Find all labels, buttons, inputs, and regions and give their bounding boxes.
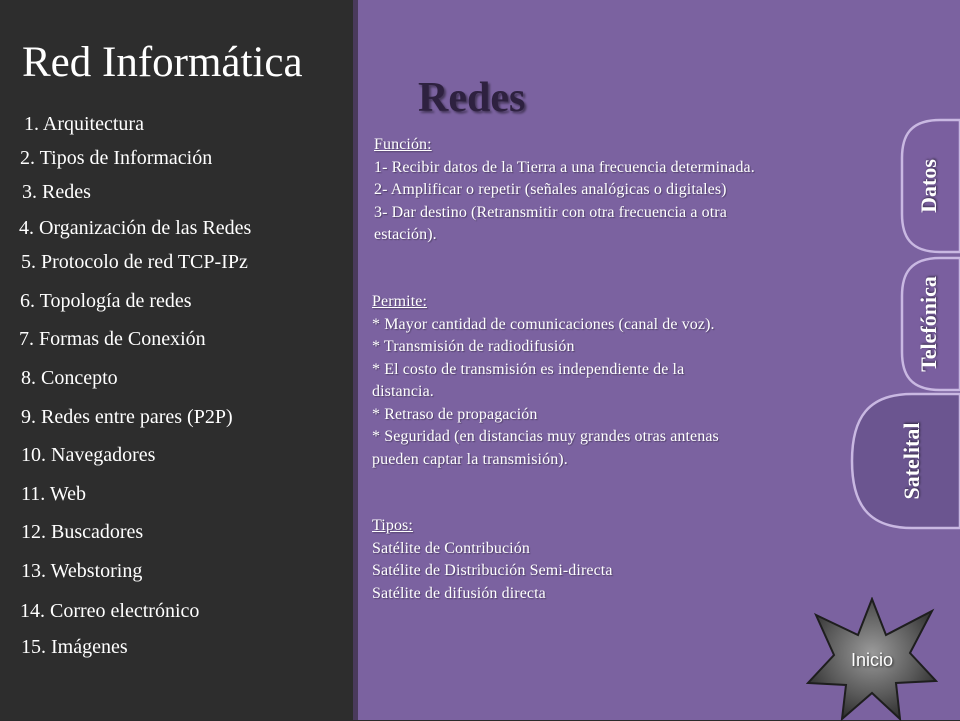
app-title: Red Informática: [22, 39, 303, 86]
tab-datos[interactable]: [898, 118, 960, 254]
tab-telefonica[interactable]: [898, 256, 960, 392]
menu-item-webstoring[interactable]: 13. Webstoring: [21, 560, 143, 582]
permite-title: Permite:: [372, 293, 428, 310]
menu-item-protocolo-tcp-ip[interactable]: 5. Protocolo de red TCP-IPz: [21, 251, 248, 273]
funcion-line: 3- Dar destino (Retransmitir con otra frecuencia a otra: [374, 203, 727, 221]
menu-item-topologia[interactable]: 6. Topología de redes: [20, 290, 192, 312]
menu-item-correo-electronico[interactable]: 14. Correo electrónico: [20, 600, 200, 622]
menu-item-tipos-de-informacion[interactable]: 2. Tipos de Información: [20, 147, 213, 169]
permite-line: pueden captar la transmisión).: [372, 450, 568, 468]
tipos-title: Tipos:: [372, 517, 413, 534]
page-heading: Redes: [418, 75, 526, 121]
tab-datos-label: Datos: [916, 159, 941, 213]
tab-satelital[interactable]: [850, 392, 960, 530]
permite-section: [372, 291, 857, 471]
permite-line: * Retraso de propagación: [372, 405, 538, 423]
funcion-title: Función:: [374, 136, 432, 153]
menu-item-web[interactable]: 11. Web: [21, 483, 87, 505]
permite-line: * Transmisión de radiodifusión: [372, 338, 575, 355]
menu-item-buscadores[interactable]: 12. Buscadores: [21, 521, 144, 543]
tipos-line: Satélite de Distribución Semi-directa: [372, 562, 613, 579]
funcion-line: 1- Recibir datos de la Tierra a una frecuencia determinada.: [374, 158, 755, 176]
permite-line: * El costo de transmisión es independiente de la: [372, 360, 685, 378]
menu-item-arquitectura[interactable]: 1. Arquitectura: [24, 113, 144, 135]
menu-item-organizacion-redes[interactable]: 4. Organización de las Redes: [19, 217, 252, 239]
menu-item-formas-de-conexion[interactable]: 7. Formas de Conexión: [19, 328, 206, 350]
permite-line: distancia.: [372, 383, 434, 400]
tab-satelital-label: Satelital: [898, 422, 924, 500]
tab-telefonica-label: Telefónica: [916, 276, 941, 372]
sidebar: [0, 0, 353, 720]
permite-line: * Seguridad (en distancias muy grandes otras antenas: [372, 428, 719, 445]
menu-item-p2p[interactable]: 9. Redes entre pares (P2P): [21, 406, 233, 428]
menu-item-navegadores[interactable]: 10. Navegadores: [21, 444, 156, 466]
menu-item-redes[interactable]: 3. Redes: [22, 181, 91, 203]
funcion-line: estación).: [374, 226, 437, 243]
funcion-line: 2- Amplificar o repetir (señales analógicas o digitales): [374, 181, 727, 198]
home-button-label: Inicio: [850, 650, 894, 670]
tipos-section: [372, 515, 772, 605]
funcion-section: [374, 134, 894, 247]
tipos-line: Satélite de difusión directa: [372, 584, 546, 602]
menu-item-imagenes[interactable]: 15. Imágenes: [21, 636, 128, 658]
home-button[interactable]: [806, 597, 938, 721]
tipos-line: Satélite de Contribución: [372, 539, 530, 557]
menu-item-concepto[interactable]: 8. Concepto: [21, 367, 118, 389]
permite-line: * Mayor cantidad de comunicaciones (canal de voz).: [372, 315, 715, 333]
